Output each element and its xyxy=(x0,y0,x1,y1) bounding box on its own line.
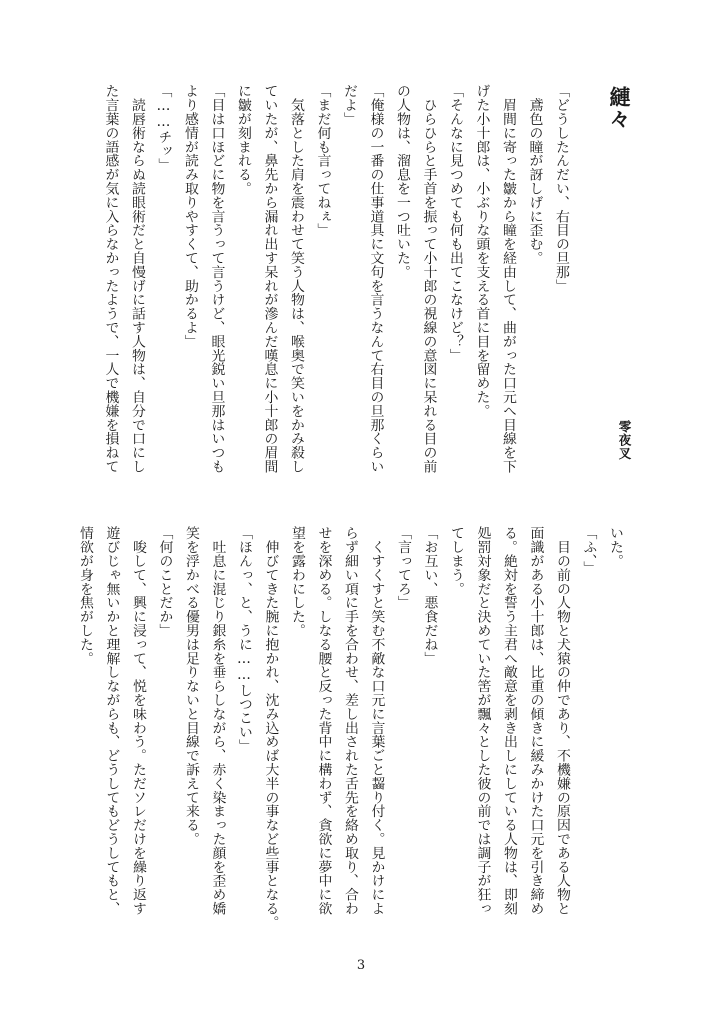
text-line: ていたが、鼻先から漏れ出す呆れが滲んだ嘆息に小十郎の眉間 xyxy=(261,84,278,474)
text-line: 遊びじゃ無いかと理解しながらも、どうしてもどうしてもと、 xyxy=(103,526,120,916)
story-title: 縺々 xyxy=(607,86,632,130)
text-line: らず細い項に手を合わせ、差し出された舌先を絡め取り、合わ xyxy=(342,526,358,916)
text-line: 「俺様の一番の仕事道具に文句を言うなんて右目の旦那くらい xyxy=(367,84,384,474)
text-line: いた。 xyxy=(607,526,623,568)
text-line: 鳶色の瞳が訝しげに歪む。 xyxy=(526,84,543,265)
upper-text-block xyxy=(74,84,574,504)
text-line: 情欲が身を焦がした。 xyxy=(77,526,93,665)
text-line: る。絶対を誓う主君へ敵意を剥き出しにしている人物は、即刻 xyxy=(501,526,517,916)
text-line: 「ふ、」 xyxy=(580,526,597,575)
text-line: 「何のことだか」 xyxy=(156,526,173,638)
text-line: より感情が読み取りやすくて、助かるよ」 xyxy=(182,84,198,349)
text-line: だよ」 xyxy=(341,84,357,126)
author-name: 零夜叉 xyxy=(617,420,632,461)
text-line: 唆して、興に浸って、悦を味わう。ただソレだけを繰り返す xyxy=(130,526,146,916)
text-line: 「言ってろ」 xyxy=(395,526,411,610)
text-line: げた小十郎は、小ぶりな頭を支える首に目を留めた。 xyxy=(473,84,490,418)
text-line: 吐息に混じり銀糸を垂らしながら、赤く染まった顔を歪め嬌 xyxy=(209,526,226,916)
text-line: 「まだ何も言ってねぇ」 xyxy=(314,84,331,237)
text-line: ひらひらと手首を振って小十郎の視線の意図に呆れる目の前 xyxy=(420,84,437,474)
text-line: 「どうしたんだい、右目の旦那」 xyxy=(553,84,569,293)
page-number: 3 xyxy=(356,958,366,973)
text-line: の人物は、溜息を一つ吐いた。 xyxy=(394,84,410,279)
text-line: に皺が刻まれる。 xyxy=(235,84,251,196)
text-line: 「そんなに見つめても何も出てこなけど？」 xyxy=(447,84,463,362)
text-line: 「……チッ」 xyxy=(155,84,172,172)
text-line: 伸びてきた腕に抱かれ、沈み込めば大半の事など些事となる。 xyxy=(262,526,279,930)
text-line: た言葉の語感が気に入らなかったようで、一人で機嫌を損ねて xyxy=(102,84,119,474)
text-line: せを深める。しなる腰と反った背中に構わず、貪欲に夢中に欲 xyxy=(315,526,332,916)
heading-column xyxy=(580,86,630,506)
text-line: 「ほんっ、と、うに……しつこい」 xyxy=(236,526,252,753)
text-line: 眉間に寄った皺から瞳を経由して、曲がった口元へ目線を下 xyxy=(500,84,516,474)
text-line: 笑を浮かべる優男は足りないと目線で訴えて来る。 xyxy=(183,526,199,846)
text-line: 気落とした肩を震わせて笑う人物は、喉奥で笑いをかみ殺し xyxy=(288,84,304,474)
text-line: くすくすと笑む不敵な口元に言葉ごと齧り付く。見かけによ xyxy=(368,526,385,916)
lower-text-block xyxy=(77,526,628,946)
text-line: 読唇術ならぬ読眼術だと自慢げに話す人物は、自分で口にし xyxy=(129,84,145,474)
text-line: 「お互い、悪食だね」 xyxy=(421,526,438,665)
text-line: 処罰対象だと決めていた筈が飄々とした彼の前では調子が狂っ xyxy=(474,526,491,916)
text-line: 「目は口ほどに物を言うって言うけど、眼光鋭い旦那はいつも xyxy=(208,84,225,474)
text-line: てしまう。 xyxy=(448,526,464,596)
text-line: 目の前の人物と犬猿の仲であり、不機嫌の原因である人物と xyxy=(554,526,570,916)
text-line: 望を露わにした。 xyxy=(289,526,305,638)
text-line: 面識がある小十郎は、比重の傾きに緩みかけた口元を引き締め xyxy=(527,526,544,916)
